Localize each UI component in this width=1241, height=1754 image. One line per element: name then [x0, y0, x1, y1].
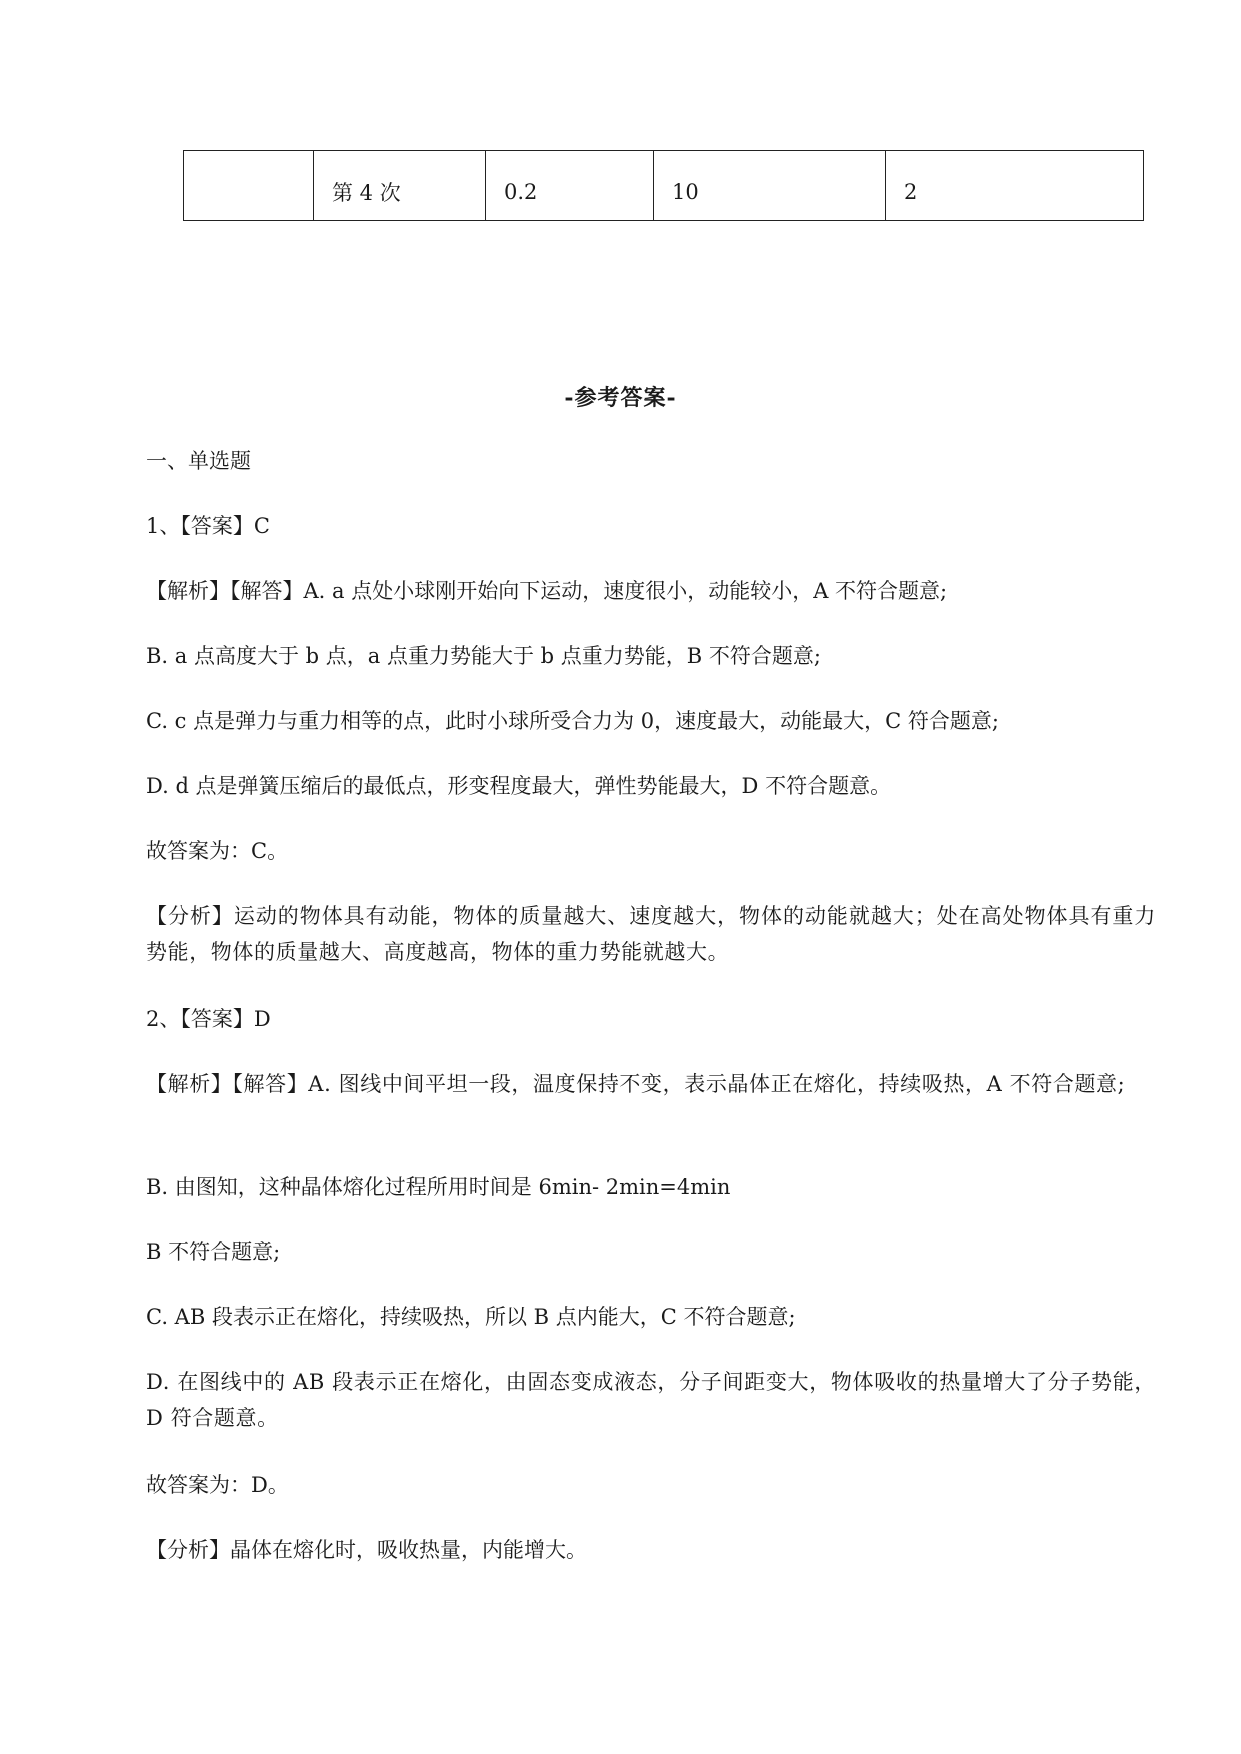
q1-analysis-a: 【解析】【解答】A. a 点处小球刚开始向下运动，速度很小，动能较小，A 不符合题意;: [146, 579, 948, 603]
table-cell: 0.2: [486, 151, 654, 221]
q2-summary: 【分析】晶体在熔化时，吸收热量，内能增大。: [146, 1538, 587, 1562]
q1-analysis-c: C. c 点是弹力与重力相等的点，此时小球所受合力为 0，速度最大，动能最大，C 符合题意;: [146, 709, 999, 733]
table-cell: [184, 151, 314, 221]
q1-analysis-d: D. d 点是弹簧压缩后的最低点，形变程度最大，弹性势能最大，D 不符合题意。: [146, 774, 892, 798]
section-heading: 一、单选题: [146, 449, 251, 473]
q2-analysis-b: B. 由图知，这种晶体熔化过程所用时间是 6min- 2min=4min: [146, 1175, 731, 1199]
q1-conclusion: 故答案为：C。: [146, 839, 289, 863]
table-cell: 10: [654, 151, 886, 221]
experiment-data-table: [183, 150, 1144, 221]
table-cell: 2: [886, 151, 1144, 221]
table-cell: 第 4 次: [314, 151, 486, 221]
q2-analysis-a: 【解析】【解答】A. 图线中间平坦一段，温度保持不变，表示晶体正在熔化，持续吸热，A 不符合题意;: [146, 1072, 1126, 1096]
q1-analysis-b: B. a 点高度大于 b 点，a 点重力势能大于 b 点重力势能，B 不符合题意;: [146, 644, 821, 668]
answer-key-title: -参考答案-: [564, 385, 677, 411]
q1-summary: 【分析】运动的物体具有动能，物体的质量越大、速度越大，物体的动能就越大；处在高处物体具有重力势能，物体的质量越大、高度越高，物体的重力势能就越大。: [146, 904, 1156, 964]
table-row: [184, 151, 1144, 221]
q1-answer: 1、【答案】C: [146, 514, 270, 538]
q2-analysis-b-cont: B 不符合题意;: [146, 1240, 281, 1264]
q2-analysis-c: C. AB 段表示正在熔化，持续吸热，所以 B 点内能大，C 不符合题意;: [146, 1305, 796, 1329]
q2-conclusion: 故答案为：D。: [146, 1473, 289, 1497]
q2-answer: 2、【答案】D: [146, 1007, 271, 1031]
q2-analysis-d: D. 在图线中的 AB 段表示正在熔化，由固态变成液态，分子间距变大，物体吸收的热量增大了分子势能，D 符合题意。: [146, 1370, 1156, 1430]
